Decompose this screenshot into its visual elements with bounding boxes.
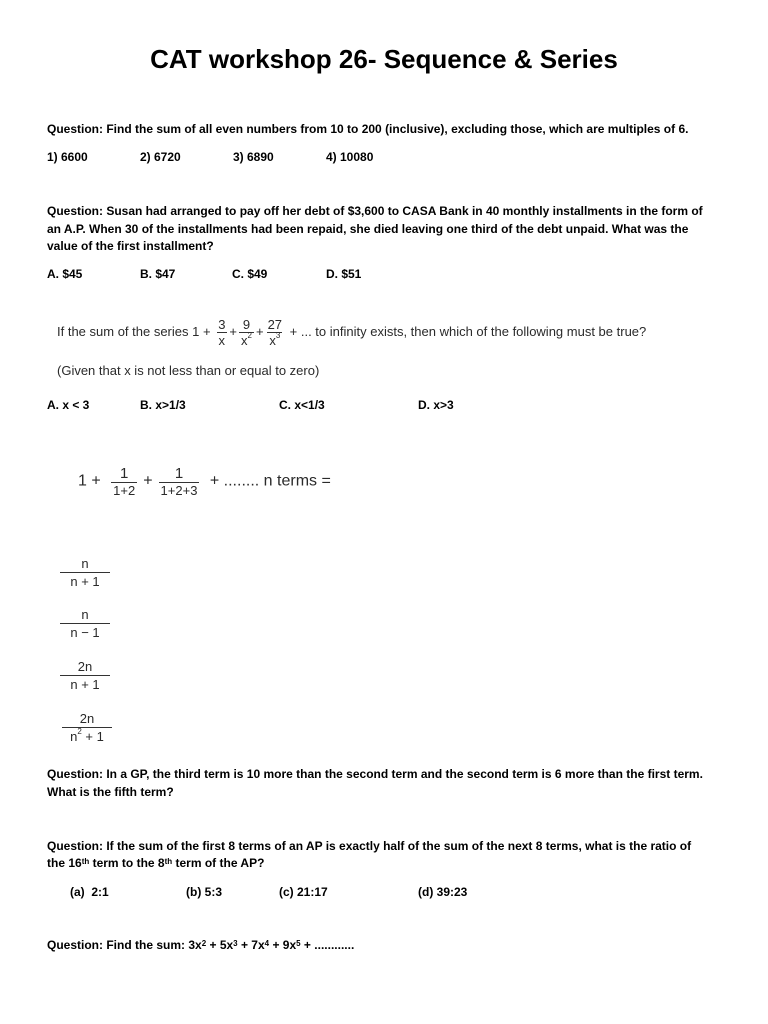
q3-f3-exponent: 3 (275, 331, 281, 340)
q3-f2-den-base: x (241, 333, 248, 348)
q6-superscript-1: th (81, 857, 90, 866)
q3-f1-denominator: x (218, 333, 226, 348)
q4-choice-2-denominator: n − 1 (60, 623, 110, 639)
q3-f3-den-base: x (269, 333, 276, 348)
q1-option-1: 1) 6600 (47, 150, 88, 164)
q6-option-c: (c) 21:17 (279, 885, 328, 899)
q4-choice-1 (60, 557, 110, 588)
question-7-text (47, 937, 727, 955)
question-6-line-2 (47, 855, 727, 873)
q3-f3-numerator: 27 (267, 317, 283, 332)
q3-series-statement: If the sum of the series 1 + $\frac{3}{x}$ + $\frac{9}{x^2}$ + $\frac{27}{x^3}$ + ... to infinity exists, then which of the following must be true? (57, 317, 647, 348)
q4-series-expression: 1 + $\frac{1}{1+2}$ + $\frac{1}{1+2+3}$ + ........ n terms = (78, 465, 331, 498)
q7-exp-4: 5 (296, 939, 301, 948)
q1-option-4: 4) 10080 (326, 150, 374, 164)
q3-f2-numerator: 9 (242, 317, 251, 332)
question-2-text: Question: Susan had arranged to pay off her debt of $3,600 to CASA Bank in 40 monthly installments in the form of an A.P. When 30 of the installments had been repaid, she died leaving one third of the debt unpaid. What was the value of the first installment? (47, 204, 703, 253)
q4-f1-numerator: 1 (120, 465, 129, 482)
q4-choice-4-numerator: 2n (79, 711, 95, 726)
q4-choice-2-numerator: n (81, 607, 89, 622)
question-6-line-1: Question: If the sum of the first 8 terms of an AP is exactly half of the sum of the next 8 terms, what is the ratio of (47, 839, 692, 853)
q4-f2-denominator: 1+2+3 (160, 483, 198, 498)
q1-option-2: 2) 6720 (140, 150, 181, 164)
q3-f3-denominator (267, 332, 282, 347)
q3-fraction-1 (216, 318, 227, 347)
q3-f2-exponent: 2 (247, 331, 252, 340)
q2-option-b: B. $47 (140, 267, 176, 281)
q3-intro: If the sum of the series 1 + (57, 323, 211, 339)
q3-fraction-2 (239, 318, 254, 347)
q4-choice-4-den-base: n (70, 729, 78, 744)
q3-fraction-3 (266, 318, 284, 347)
q7-exp-2: 3 (233, 939, 238, 948)
q4-choice-4-den-rest: + 1 (81, 729, 104, 744)
q4-tail: + ........ n terms = (209, 472, 331, 490)
q3-option-c: C. x<1/3 (279, 398, 325, 412)
q6-option-a: (a) 2:1 (70, 885, 109, 899)
q2-option-a: A. $45 (47, 267, 83, 281)
q3-f2-denominator (239, 332, 254, 347)
q4-choice-3-denominator: n + 1 (60, 675, 110, 691)
q3-f1-numerator: 3 (218, 317, 226, 332)
q4-choice-4 (62, 712, 112, 743)
q3-option-d: D. x>3 (418, 398, 454, 412)
q7-term-4: + 9x (269, 938, 297, 952)
q6-option-b: (b) 5:3 (186, 885, 222, 899)
question-5-text: Question: In a GP, the third term is 10 more than the second term and the second term is 6 more than the first term. What is the fifth term? (47, 767, 703, 799)
q7-tail: + ............ (300, 938, 355, 952)
q6-text-c: term of the AP? (172, 856, 265, 870)
q7-prefix: Question: Find the sum: 3x (47, 938, 202, 952)
q4-fraction-1 (111, 466, 137, 497)
q6-superscript-2: th (164, 857, 173, 866)
q1-option-3: 3) 6890 (233, 150, 274, 164)
q4-choice-1-denominator: n + 1 (60, 572, 110, 588)
page-title: CAT workshop 26- Sequence & Series (150, 44, 618, 74)
q3-given-note: (Given that x is not less than or equal to zero) (57, 363, 320, 378)
q4-f1-denominator: 1+2 (113, 483, 136, 498)
q7-exp-1: 2 (201, 939, 207, 948)
q4-fraction-2 (159, 466, 200, 497)
q2-option-c: C. $49 (232, 267, 268, 281)
q4-lead: 1 + (78, 472, 101, 490)
q7-term-3: + 7x (237, 938, 265, 952)
q4-choice-4-denominator (62, 727, 112, 743)
q6-option-d: (d) 39:23 (418, 885, 468, 899)
q4-choice-3 (60, 660, 110, 691)
q4-choice-3-numerator: 2n (77, 659, 93, 674)
question-1-text: Question: Find the sum of all even numbers from 10 to 200 (inclusive), excluding those, which are multiples of 6. (47, 122, 689, 136)
q4-choice-4-den-exponent: 2 (77, 727, 82, 736)
q7-exp-3: 4 (264, 939, 270, 948)
q4-choice-2 (60, 608, 110, 639)
q4-choice-1-numerator: n (81, 556, 89, 571)
q4-f2-numerator: 1 (174, 465, 184, 482)
q3-tail: + ... to infinity exists, then which of the following must be true? (289, 323, 647, 339)
q7-term-2: + 5x (206, 938, 234, 952)
q6-text-b: term to the 8 (89, 856, 165, 870)
q3-option-a: A. x < 3 (47, 398, 90, 412)
q6-text-a: the 16 (47, 856, 82, 870)
q3-option-b: B. x>1/3 (140, 398, 186, 412)
q2-option-d: D. $51 (326, 267, 362, 281)
